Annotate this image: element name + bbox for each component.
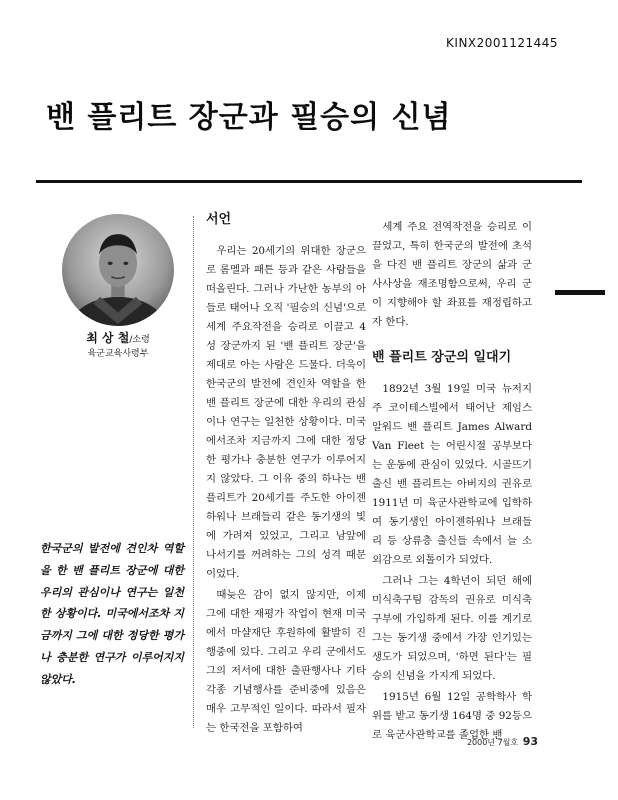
bio-paragraph-2: 그러나 그는 4학년이 되던 해에 미식축구팀 감독의 권유로 미식축구부에 가입하게 된다. 이를 계기로 그는 동기생 중에서 가장 인기있는 생도가 되었으며, '하면 된다'는 필승의 신념을 가지게 되었다.	[372, 575, 532, 682]
title-divider	[36, 180, 582, 183]
author-photo-figure	[62, 214, 174, 326]
document-id: KINX2001121445	[446, 36, 558, 50]
section-heading-bio: 밴 플리트 장군의 일대기	[372, 350, 512, 365]
intro-paragraph-2: 때늦은 감이 없지 않지만, 이제 그에 대한 재평가 작업이 현재 미국에서 마샬재단 후원하에 활발히 진행중에 있다. 그리고 우리 군에서도 그의 저서에 대한 출판행사나 기타 각종 기념행사를 준비중에 있음은 매우 고무적인 일이다. 따라서 필자는 한국전을 포함하여	[206, 589, 366, 734]
author-rank: /소령	[129, 335, 150, 345]
bio-paragraph-1: 1892년 3월 19일 미국 뉴저지주 코이테스빌에서 태어난 제임스 알워드 밴 플리트 James Alward Van Fleet 는 어린시절 공부보다는 운동에 관심이 있었다. 시골뜨기 출신 밴 플리트는 아버지의 권유로 1911년 미 육군사관학교에 입학하여 동기생인 아이젠하워나 브래들리 등 상류층 출신들 속에서 늘 소외감으로 외톨이가 되었다.	[372, 383, 532, 566]
bio-paragraph-3: 1915년 6월 12일 공학학사 학위를 받고 동기생 164명 중 92등으로 육군사관학교를 졸업한 밴	[372, 691, 532, 741]
column-divider	[193, 216, 194, 728]
pull-quote: 한국군의 발전에 견인차 역할을 한 밴 플리트 장군에 대한 우리의 관심이나 연구는 일천한 상황이다. 미국에서조차 지금까지 그에 대한 정당한 평가나 충분한 연구가 이루어지지 않았다.	[40, 542, 184, 686]
page-edge-marker	[555, 290, 605, 295]
author-name: 최 상 철	[86, 331, 130, 345]
column-right	[372, 218, 532, 747]
author-unit: 육군교육사령부	[87, 349, 149, 359]
page-number: 93	[522, 735, 538, 748]
page-footer	[467, 735, 538, 748]
issue-label: 2000년 7월호	[466, 738, 519, 747]
intro-continuation: 세계 주요 전역작전을 승리로 이끌었고, 특히 한국군의 발전에 초석을 다진 밴 플리트 장군의 삶과 군사사상을 재조명함으로써, 우리 군이 지향해야 할 좌표를 재정립하고자 한다.	[372, 221, 532, 328]
intro-paragraph-1: 우리는 20세기의 위대한 장군으로 롬멜과 패튼 등과 같은 사람들을 떠올린다. 그러나 가난한 농부의 아들로 태어나 오직 '필승의 신념'으로 세계 주요작전을 승리로 이끌고 4성 장군까지 된 '밴 플리트 장군'을 제대로 아는 사람은 드물다. 더욱이 한국군의 발전에 견인차 역할을 한 밴 플리트 장군에 대한 우리의 관심이나 연구는 일천한 상황이다. 미국에서조차 지금까지 그에 대한 정당한 평가나 충분한 연구가 이루어지지 않았다. 그 이유 중의 하나는 밴 플리트가 20세기를 주도한 아이젠하워나 브래들리 같은 동기생의 빛에 가려져 있었고, 그리고 남앞에 나서기를 꺼려하는 그의 성격 때문이었다.	[206, 245, 366, 580]
article-title: 밴 플리트 장군과 필승의 신념	[46, 100, 452, 135]
section-heading-intro: 서언	[206, 212, 232, 227]
column-left	[206, 210, 366, 740]
author-byline	[54, 329, 182, 346]
author-photo	[62, 214, 174, 326]
